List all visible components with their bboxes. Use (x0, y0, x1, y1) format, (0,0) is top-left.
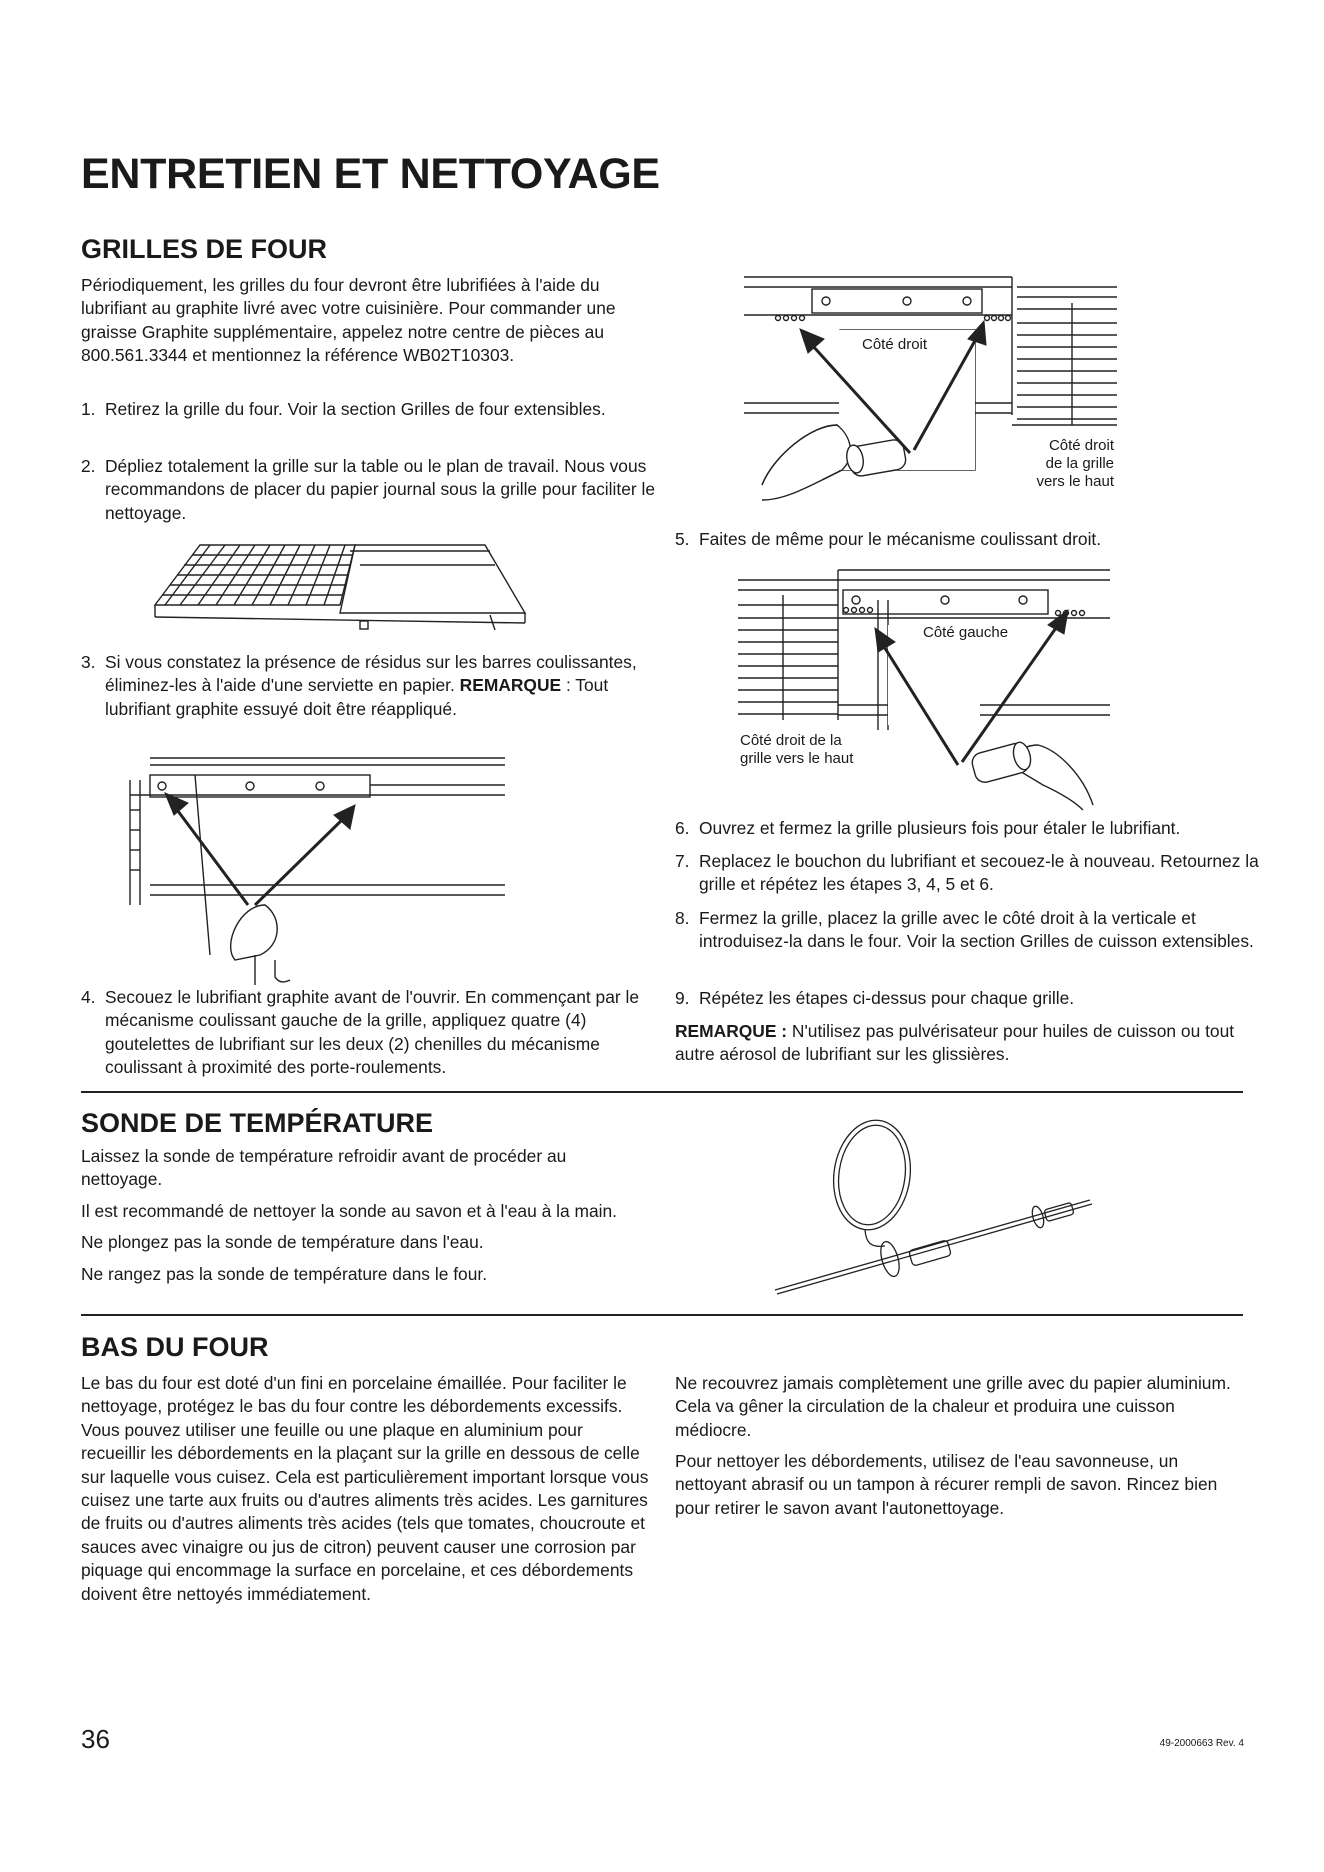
step-text: Secouez le lubrifiant graphite avant de l'ouvrir. En commençant par le mécanisme coulissant gauche de la grille, appliquez quatre (4) goutelettes de lubrifiant sur les deux (2) chenilles du mécanisme coulissant à proximité des porte-roulements. (105, 987, 640, 1078)
label-cote-gauche: Côté gauche (923, 624, 1009, 641)
sonde-para-4: Ne rangez pas la sonde de température dans le four. (81, 1263, 488, 1284)
left-side-up-illustration (738, 570, 1118, 810)
step-number: 6. (675, 818, 690, 838)
remark-text: N'utilisez pas pulvérisateur pour huiles de cuisson ou tout autre aérosol de lubrifiant sur les glissières. (675, 1021, 1235, 1065)
label-cote-gauche-up-1: Côté droit de la (740, 732, 842, 749)
step-text: Si vous constatez la présence de résidus sur les barres coulissantes, éliminez-les à l'aide d'une serviette en papier. (105, 652, 637, 696)
sonde-para-3: Ne plongez pas la sonde de température dans l'eau. (81, 1232, 484, 1253)
step-1 (81, 398, 665, 421)
label-cote-droit-up-3: vers le haut (1036, 473, 1114, 490)
sonde-para-2: Il est recommandé de nettoyer la sonde au savon et à l'eau à la main. (81, 1200, 617, 1221)
grilles-remark (675, 1020, 1250, 1067)
step-6 (675, 817, 1279, 840)
left-slide-lubricant-illustration (130, 755, 510, 985)
note-text: : Tout lubrifiant graphite essuyé doit être réappliqué. (105, 675, 609, 719)
bas-right-text-2: Pour nettoyer les débordements, utilisez de l'eau savonneuse, un nettoyant abrasif ou un tampon à récurer rempli de savon. Rincez bien pour retirer le savon avant l'autonettoyage. (675, 1451, 1218, 1518)
step-number: 2. (81, 456, 96, 476)
step-2 (81, 455, 680, 525)
step-text: Dépliez totalement la grille sur la table ou le plan de travail. Nous vous recommandons de placer du papier journal sous la grille pour faciliter le nettoyage. (105, 456, 656, 523)
section-divider (81, 1314, 1243, 1316)
step-7 (675, 850, 1274, 897)
right-slide-illustration (742, 275, 1122, 500)
page-title: ENTRETIEN ET NETTOYAGE (81, 150, 660, 198)
step-5 (675, 528, 1279, 551)
step-text: Fermez la grille, placez la grille avec le côté droit à la verticale et introduisez-la dans le four. Voir la section Grilles de cuisson extensibles. (699, 908, 1254, 952)
step-number: 1. (81, 399, 96, 419)
step-9 (675, 987, 1274, 1010)
document-reference: 49-2000663 Rev. 4 (1159, 1738, 1244, 1749)
step-8 (675, 907, 1274, 954)
step-text: Retirez la grille du four. Voir la section Grilles de four extensibles. (105, 399, 606, 419)
step-text: Faites de même pour le mécanisme coulissant droit. (699, 529, 1102, 549)
bas-left-text: Le bas du four est doté d'un fini en porcelaine émaillée. Pour faciliter le nettoyage, protégez le bas du four contre les débordements excessifs. Vous pouvez utiliser une feuille ou une plaque en aluminium pour recueillir les débordements en la plaçant sur la grille en dessous de celle sur laquelle vous cuisez. Cela est particulièrement important lorsque vous cuisez une tarte aux fruits ou d'autres aliments très acides. Les garnitures de fruits ou d'autres aliments très acides (tels que tomates, choucroute et sauces avec vinaigre ou jus de citron) peuvent causer une corrosion par piquage qui encommage la surface en porcelaine, et ces débordements doivent être nettoyés immédiatement. (81, 1373, 649, 1604)
label-cote-droit-up-2: de la grille (1045, 455, 1114, 472)
sonde-text (81, 1145, 651, 1286)
step-text: Répétez les étapes ci-dessus pour chaque grille. (699, 988, 1075, 1008)
step-number: 8. (675, 908, 690, 928)
page-number: 36 (81, 1724, 110, 1754)
section-heading-grilles: GRILLES DE FOUR (81, 234, 328, 264)
label-cote-gauche-up-2: grille vers le haut (740, 750, 854, 767)
step-number: 3. (81, 652, 96, 672)
step-number: 9. (675, 988, 690, 1008)
step-number: 4. (81, 987, 96, 1007)
grilles-intro: Périodiquement, les grilles du four devront être lubrifiées à l'aide du lubrifiant au graphite livré avec votre cuisinière. Pour commander une graisse Graphite supplémentaire, appelez notre centre de pièces au 800.561.3344 et mentionnez la référence WB02T10303. (81, 275, 616, 366)
step-number: 7. (675, 851, 690, 871)
section-divider (81, 1091, 1243, 1093)
section-heading-sonde: SONDE DE TEMPÉRATURE (81, 1108, 434, 1138)
step-text: Replacez le bouchon du lubrifiant et secouez-le à nouveau. Retournez la grille et répétez les étapes 3, 4, 5 et 6. (699, 851, 1259, 895)
step-text: Ouvrez et fermez la grille plusieurs fois pour étaler le lubrifiant. (699, 818, 1181, 838)
rack-extended-illustration (150, 535, 530, 635)
label-cote-droit: Côté droit (862, 336, 928, 353)
remark-label: REMARQUE : (675, 1021, 788, 1041)
step-4 (81, 986, 675, 1080)
sonde-para-1: Laissez la sonde de température refroidir avant de procéder au nettoyage. (81, 1146, 567, 1190)
step-number: 5. (675, 529, 690, 549)
step-3 (81, 651, 665, 721)
bas-right-text-1: Ne recouvrez jamais complètement une grille avec du papier aluminium. Cela va gêner la circulation de la chaleur et produira une cuisson médiocre. (675, 1373, 1231, 1440)
temperature-probe-illustration (770, 1120, 1100, 1300)
label-cote-droit-up-1: Côté droit (1048, 437, 1114, 454)
note-label: REMARQUE (459, 675, 562, 696)
section-heading-bas: BAS DU FOUR (81, 1332, 269, 1362)
